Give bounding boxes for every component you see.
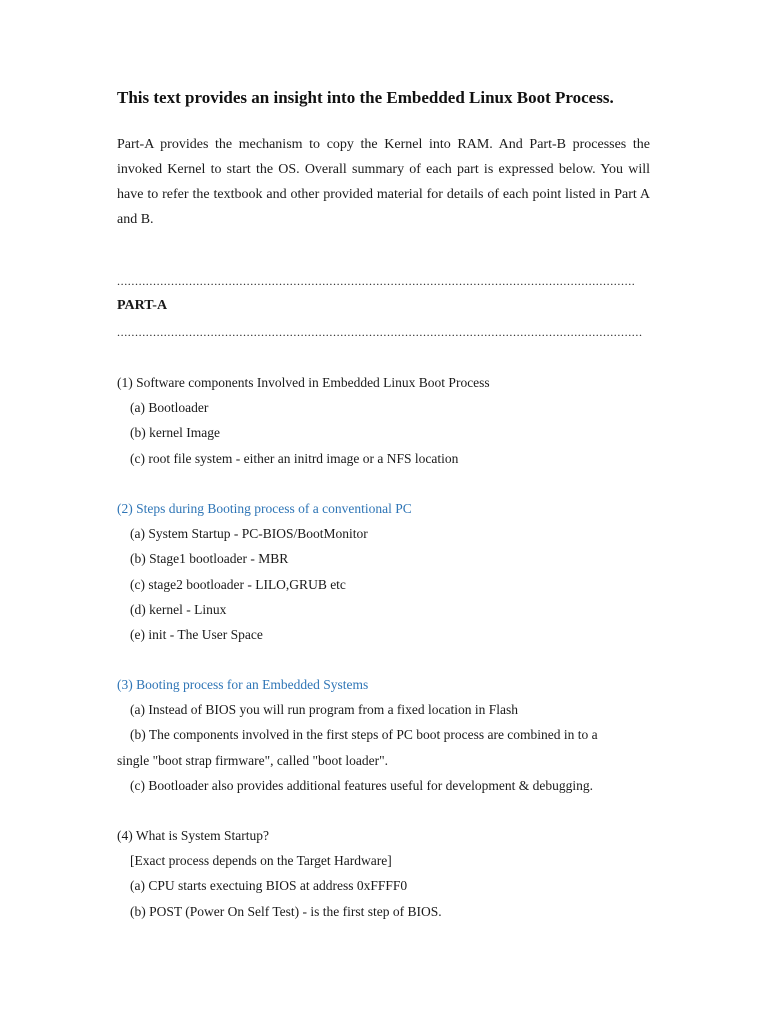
list-item: (c) root file system - either an initrd image or a NFS location (130, 450, 459, 466)
section-heading-link[interactable]: (2) Steps during Booting process of a conventional PC (117, 501, 412, 516)
list-item: (b) The components involved in the first steps of PC boot process are combined in to a (130, 727, 598, 743)
section-pc-boot-steps (117, 496, 657, 647)
list-item: (a) CPU starts exectuing BIOS at address 0xFFFF0 (130, 878, 408, 894)
list-item: (c) stage2 bootloader - LILO,GRUB etc (130, 576, 346, 592)
document-title: This text provides an insight into the Embedded Linux Boot Process. (117, 88, 614, 107)
list-item: (c) Bootloader also provides additional features useful for development & debugging. (130, 777, 593, 793)
section-software-components (117, 370, 657, 471)
section-embedded-boot (117, 672, 657, 798)
separator-bottom: .................................................................................................................................................. (117, 325, 643, 339)
list-item: (b) POST (Power On Self Test) - is the first step of BIOS. (130, 903, 442, 919)
list-item: (b) kernel Image (130, 425, 220, 441)
list-item: (a) System Startup - PC-BIOS/BootMonitor (130, 526, 368, 542)
list-item: (b) Stage1 bootloader - MBR (130, 551, 289, 567)
intro-paragraph: Part-A provides the mechanism to copy the Kernel into RAM. And Part-B processes the invoked Kernel to start the OS. Overall summary of each part is expressed below. You will have to refer the textbook and other provided material for details of each point listed in Part A and B. (117, 137, 650, 227)
list-item: [Exact process depends on the Target Hardware] (130, 853, 392, 869)
section-heading: (4) What is System Startup? (117, 828, 269, 843)
list-item-continuation: single "boot strap firmware", called "boot loader". (117, 752, 388, 768)
list-item: (e) init - The User Space (130, 626, 263, 642)
separator-top: ................................................................................................................................................ (117, 274, 635, 288)
section-heading-link[interactable]: (3) Booting process for an Embedded Systems (117, 677, 369, 692)
list-item: (a) Instead of BIOS you will run program from a fixed location in Flash (130, 702, 519, 718)
part-a-heading: PART-A (117, 298, 168, 313)
list-item: (d) kernel - Linux (130, 601, 227, 617)
section-heading: (1) Software components Involved in Embedded Linux Boot Process (117, 375, 490, 390)
section-system-startup (117, 823, 657, 924)
list-item: (a) Bootloader (130, 400, 209, 416)
